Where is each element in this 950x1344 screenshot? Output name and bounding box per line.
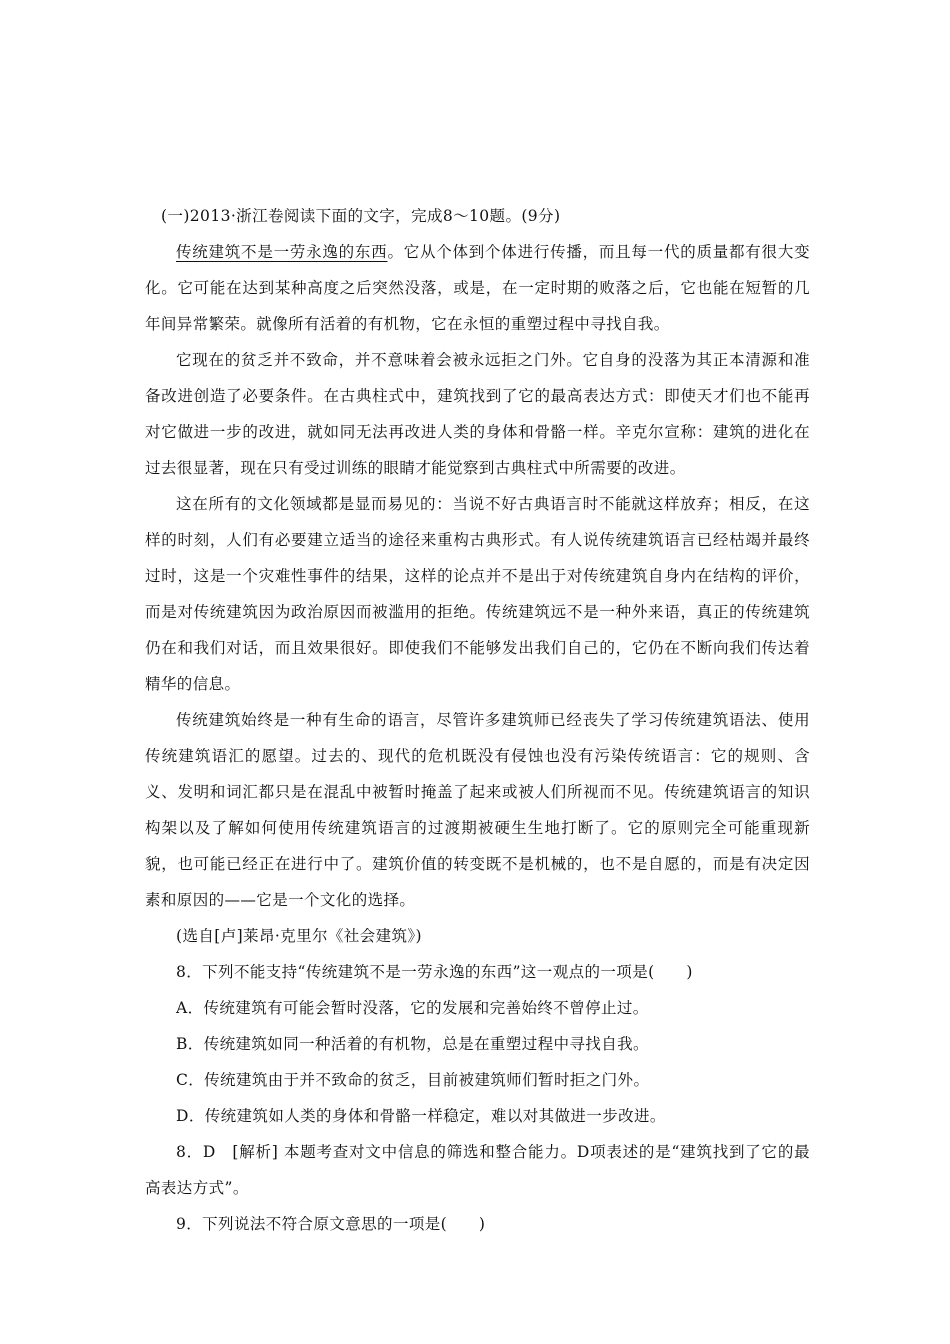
- paragraph-1-text: 。它从个体到个体进行传播，而且每一代的质量都有很大变化。它可能在达到某种高度之后突然没落，或是，在一定时期的败落之后，它也能在短暂的几年间异常繁荣。就像所有活着的有机物，它在永恒的重塑过程中寻找自我。: [145, 243, 810, 333]
- question-9-stem: 9．下列说法不符合原文意思的一项是( ): [176, 1215, 486, 1233]
- question-8-option-a: A．传统建筑有可能会暂时没落，它的发展和完善始终不曾停止过。: [176, 999, 649, 1017]
- underlined-thesis: 传统建筑不是一劳永逸的东西: [176, 243, 388, 261]
- question-8-answer: 8．D [解析] 本题考查对文中信息的筛选和整合能力。D项表述的是“建筑找到了它的最高表达方式”。: [145, 1143, 810, 1197]
- source-citation: (选自[卢]莱昂·克里尔《社会建筑》): [176, 927, 422, 945]
- paragraph-1: [145, 234, 810, 342]
- paragraph-3: 这在所有的文化领域都是显而易见的：当说不好古典语言时不能就这样放弃；相反，在这样的时刻，人们有必要建立适当的途径来重构古典形式。有人说传统建筑语言已经枯竭并最终过时，这是一个灾难性事件的结果，这样的论点并不是出于对传统建筑自身内在结构的评价，而是对传统建筑因为政治原因而被滥用的拒绝。传统建筑远不是一种外来语，真正的传统建筑仍在和我们对话，而且效果很好。即使我们不能够发出我们自己的，它仍在不断向我们传达着精华的信息。: [145, 495, 810, 693]
- question-8-option-b: B．传统建筑如同一种活着的有机物，总是在重塑过程中寻找自我。: [176, 1035, 649, 1053]
- question-8-option-c: C．传统建筑由于并不致命的贫乏，目前被建筑师们暂时拒之门外。: [176, 1071, 650, 1089]
- question-8-option-d: D．传统建筑如人类的身体和骨骼一样稳定，难以对其做进一步改进。: [176, 1107, 666, 1125]
- paragraph-2: 它现在的贫乏并不致命，并不意味着会被永远拒之门外。它自身的没落为其正本清源和准备改进创造了必要条件。在古典柱式中，建筑找到了它的最高表达方式：即使天才们也不能再对它做进一步的改进，就如同无法再改进人类的身体和骨骼一样。辛克尔宣称：建筑的进化在过去很显著，现在只有受过训练的眼睛才能觉察到古典柱式中所需要的改进。: [145, 351, 810, 477]
- section-heading: (一)2013·浙江卷阅读下面的文字，完成8～10题。(9分): [161, 207, 561, 225]
- question-8-stem: 8．下列不能支持“传统建筑不是一劳永逸的东西”这一观点的一项是( ): [176, 963, 693, 981]
- paragraph-4: 传统建筑始终是一种有生命的语言，尽管许多建筑师已经丧失了学习传统建筑语法、使用传统建筑语汇的愿望。过去的、现代的危机既没有侵蚀也没有污染传统语言：它的规则、含义、发明和词汇都只是在混乱中被暂时掩盖了起来或被人们所视而不见。传统建筑语言的知识构架以及了解如何使用传统建筑语言的过渡期被硬生生地打断了。它的原则完全可能重现新貌，也可能已经正在进行中了。建筑价值的转变既不是机械的，也不是自愿的，而是有决定因素和原因的——它是一个文化的选择。: [145, 711, 810, 909]
